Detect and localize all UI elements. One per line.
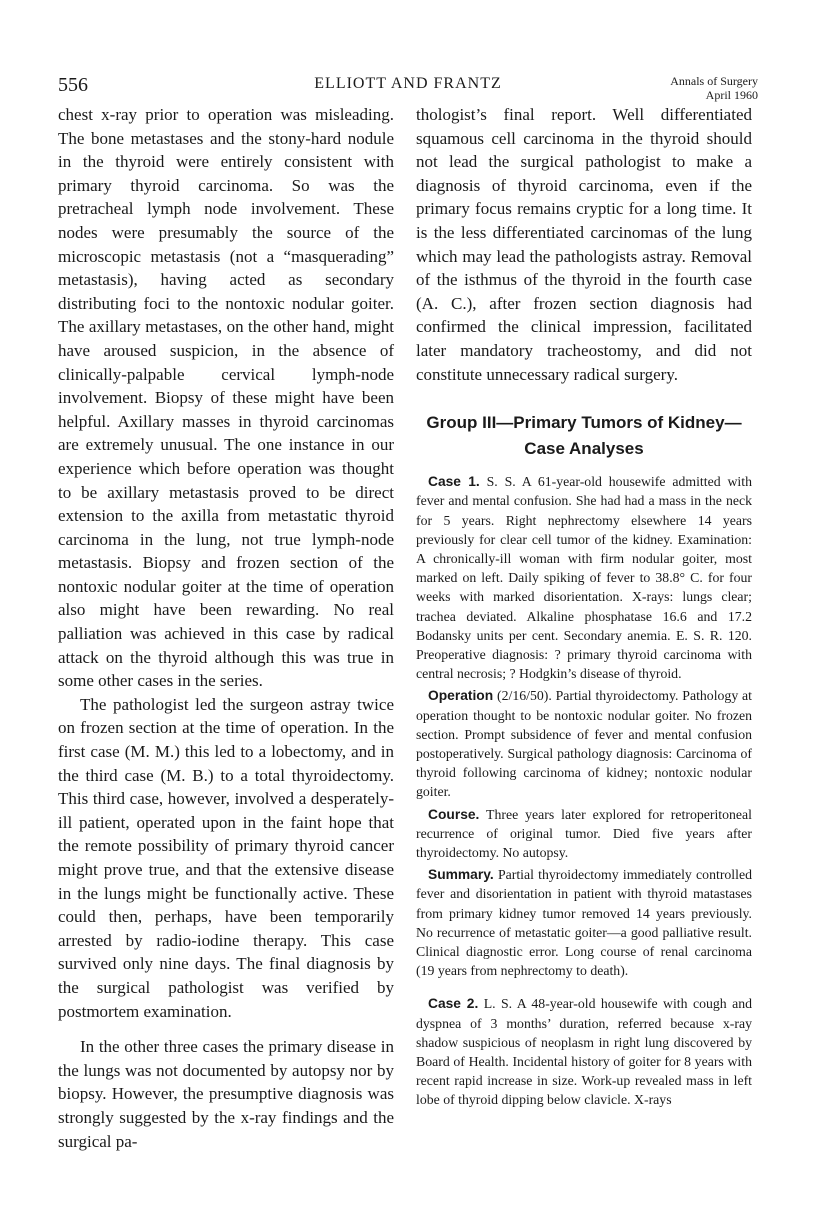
case-label: Case 2.: [428, 996, 479, 1012]
summary-label: Summary.: [428, 867, 494, 883]
paragraph: thologist’s final report. Well differentiated squamous cell carcinoma in the thyroid should not lead the surgical pathologist to make a diagnosis of thyroid carcinoma, even if the primary focus remains cryptic for a long time. It is the less differentiated carcinomas of the lung which may lead the pathologists astray. Removal of the isthmus of the thyroid in the fourth case (A. C.), after frozen section diagnosis had confirmed the clinical impression, facilitated later mandatory tracheostomy, and did not constitute unnecessary radical surgery.: [416, 105, 752, 384]
summary-text: Partial thyroidectomy immediately controlled fever and disorientation in patient with thyroid matastases from primary kidney tumor removed 14 years previously. No recurrence of metastatic goiter—a good palliative result. Clinical diagnostic error. Long course of renal carcinoma (19 years from nephrectomy to death).: [416, 867, 752, 979]
section-heading-line: Group III—Primary Tumors of Kidney—: [426, 413, 742, 433]
paragraph: chest x-ray prior to operation was misleading. The bone metastases and the stony-hard nodule in the thyroid were entirely consistent with primary thyroid carcinoma. So was the pretracheal lymph node involvement. These nodes were presumably the source of the microscopic metastasis (not a “masquerading” metastasis), having acted as secondary distributing foci to the nontoxic nodular goiter. The axillary metastases, on the other hand, might have aroused suspicion, in the absence of clinically-palpable cervical lymph-node involvement. Biopsy of these might have been helpful. Axillary masses in thyroid carcinomas are extremely unusual. The one instance in our experience which before operation was thought to be axillary metastasis proved to be direct extension to the axilla from metastatic thyroid carcinoma in the lung, not true lymph-node metastasis. Biopsy and frozen section of the nontoxic nodular goiter at the time of operation also might have been rewarding. No real palliation was achieved in this case by radical attack on the thyroid although this was true in some other cases in the series.: [58, 105, 394, 691]
paragraph: The pathologist led the surgeon astray twice on frozen section at the time of operation. In the first case (M. M.) this led to a lobectomy, and in the third case (M. B.) to a total thyroidectomy. This third case, however, involved a desperately-ill patient, operated upon in the faint hope that the remote possibility of primary thyroid cancer might prove true, and that the extensive disease in the lungs might be functionally active. These could then, perhaps, have been temporarily arrested by radio-iodine therapy. This case survived only nine days. The final diagnosis by the surgical pathologist was verified by postmortem examination.: [58, 694, 394, 1021]
operation-text: (2/16/50). Partial thyroidectomy. Pathology at operation thought to be nontoxic nodular goiter. No frozen section. Prompt subsidence of fever and mental confusion postoperatively. Surgical pathology diagnosis: Carcinoma of thyroid following carcinoma of kidney; nontoxic nodular goiter.: [416, 688, 753, 800]
case-2-history: [416, 994, 752, 1109]
journal-citation: [670, 74, 758, 102]
section-heading: [416, 410, 752, 462]
section-heading-line: Case Analyses: [524, 439, 644, 459]
operation-label: Operation: [428, 688, 494, 704]
running-title: ELLIOTT AND FRANTZ: [314, 75, 502, 92]
case-1-course: [416, 805, 752, 863]
case-1-summary: [416, 865, 752, 980]
journal-name: Annals of Surgery: [670, 74, 758, 88]
course-text: Three years later explored for retroperitoneal recurrence of original tumor. Died five years after thyroidectomy. No autopsy.: [416, 806, 752, 860]
page-number: 556: [58, 74, 88, 96]
case-text: S. S. A 61-year-old housewife admitted with fever and mental confusion. She had had a mass in the neck for 5 years. Right nephrectomy elsewhere 14 years previously for clear cell tumor of the kidney. Examination: A chronically-ill woman with firm nodular goiter, most marked on left. Daily spiking of fever to 38.8° C. for four weeks with marked disorientation. X-rays: lungs clear; trachea deviated. Alkaline phosphatase 16.6 and 17.2 Bodansky units per cent. Secondary anemia. E. S. R. 120. Preoperative diagnosis: ? primary thyroid carcinoma with central necrosis; ? Hodgkin’s disease of thyroid.: [416, 474, 752, 682]
case-text: L. S. A 48-year-old housewife with cough and dyspnea of 3 months’ duration, referred because x-ray shadow suspicious of neoplasm in right lung discovered by Board of Health. Incidental history of goiter for 8 years with recent rapid increase in size. Work-up revealed mass in left lobe of thyroid dipping below clavicle. X-rays: [416, 996, 752, 1108]
case-1-history: [416, 472, 752, 683]
case-label: Case 1.: [428, 474, 480, 490]
right-column: [416, 103, 752, 1110]
left-column: [58, 103, 394, 1153]
paragraph: In the other three cases the primary disease in the lungs was not documented by autopsy nor by biopsy. However, the presumptive diagnosis was strongly suggested by the x-ray findings and the surgical pa-: [58, 1037, 394, 1151]
case-1-operation: [416, 686, 752, 801]
journal-date: April 1960: [705, 88, 758, 102]
course-label: Course.: [428, 806, 480, 822]
